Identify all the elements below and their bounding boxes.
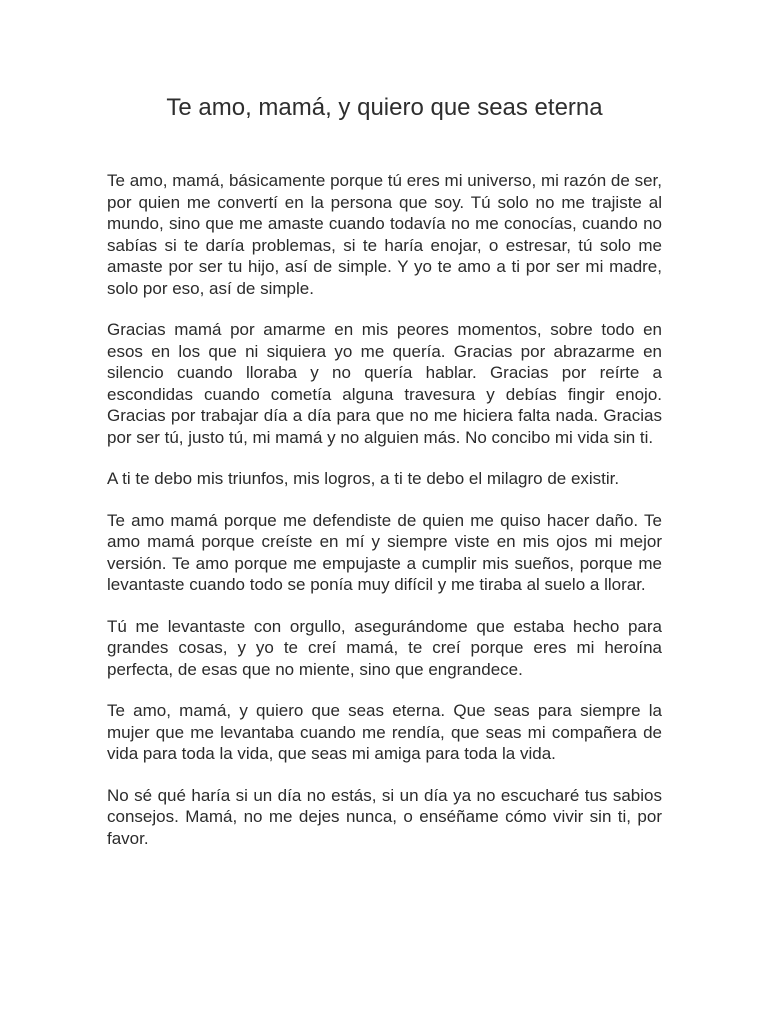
paragraph-2: Gracias mamá por amarme en mis peores momentos, sobre todo en esos en los que ni siquiera yo me quería. Gracias por abrazarme en silencio cuando lloraba y no quería hablar. Gracias por reírte a escondidas cuando cometía alguna travesura y debías fingir enojo. Gracias por trabajar día a día para que no me hiciera falta nada. Gracias por ser tú, justo tú, mi mamá y no alguien más. No concibo mi vida sin ti. <box>107 320 662 447</box>
paragraph-5: Tú me levantaste con orgullo, asegurándome que estaba hecho para grandes cosas, y yo te creí mamá, te creí porque eres mi heroína perfecta, de esas que no miente, sino que engrandece. <box>107 616 662 679</box>
paragraph-7: No sé qué haría si un día no estás, si un día ya no escucharé tus sabios consejos. Mamá, no me dejes nunca, o enséñame cómo vivir sin ti, por favor. <box>107 785 662 848</box>
paragraph-1: Te amo, mamá, básicamente porque tú eres mi universo, mi razón de ser, por quien me convertí en la persona que soy. Tú solo no me trajiste al mundo, sino que me amaste cuando todavía no me conocías, cuando no sabías si te daría problemas, si te haría enojar, o estresar, tú solo me amaste por ser tu hijo, así de simple. Y yo te amo a ti por ser mi madre, solo por eso, así de simple. <box>107 171 662 298</box>
document-title: Te amo, mamá, y quiero que seas eterna <box>166 94 603 121</box>
document-body <box>107 170 662 849</box>
paragraph-6: Te amo, mamá, y quiero que seas eterna. Que seas para siempre la mujer que me levantaba cuando me rendía, que seas mi compañera de vida para toda la vida, que seas mi amiga para toda la vida. <box>107 701 662 763</box>
paragraph-3: A ti te debo mis triunfos, mis logros, a ti te debo el milagro de existir. <box>107 469 620 488</box>
paragraph-4: Te amo mamá porque me defendiste de quien me quiso hacer daño. Te amo mamá porque creíste en mí y siempre viste en mis ojos mi mejor versión. Te amo porque me empujaste a cumplir mis sueños, porque me levantaste cuando todo se ponía muy difícil y me tiraba al suelo a llorar. <box>107 510 662 594</box>
